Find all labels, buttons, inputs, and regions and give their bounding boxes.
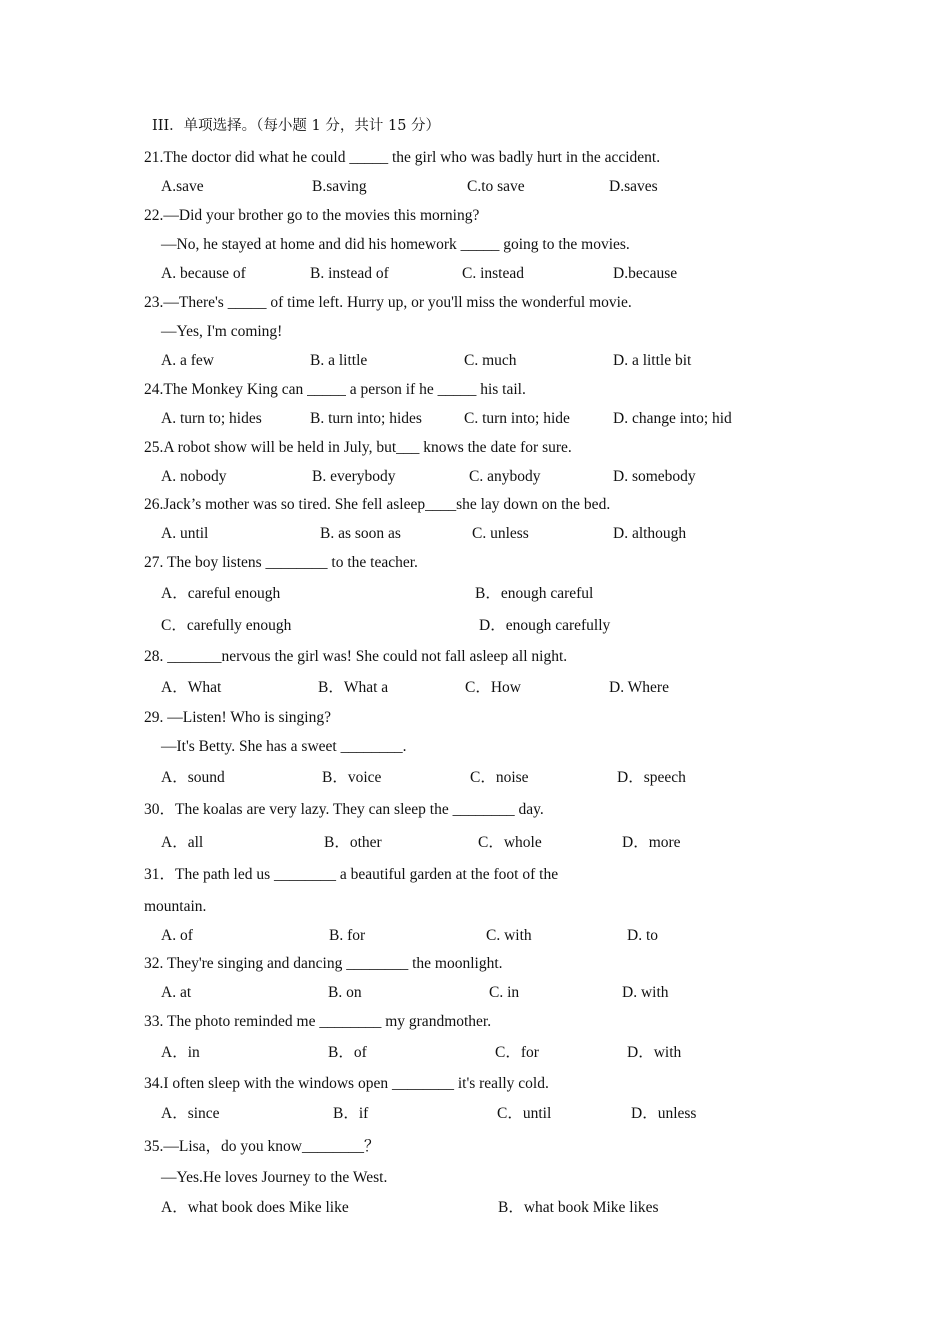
option: D．more bbox=[622, 834, 681, 851]
option: B．enough careful bbox=[475, 585, 594, 602]
option: D．unless bbox=[631, 1105, 697, 1122]
option: C. unless bbox=[472, 525, 529, 542]
option: B. for bbox=[329, 927, 366, 944]
question-stem: 23.—There's _____ of time left. Hurry up, or you'll miss the wonderful movie. bbox=[144, 294, 632, 311]
option: A. of bbox=[161, 927, 193, 944]
option: C. much bbox=[464, 352, 517, 369]
question-stem: 24.The Monkey King can _____ a person if he _____ his tail. bbox=[144, 381, 526, 398]
option: C．carefully enough bbox=[161, 617, 292, 634]
option: A．careful enough bbox=[161, 585, 281, 602]
question-stem: —No, he stayed at home and did his homework _____ going to the movies. bbox=[161, 236, 630, 253]
option: B．of bbox=[328, 1044, 367, 1061]
question-stem: 28. _______nervous the girl was! She could not fall asleep all night. bbox=[144, 648, 568, 665]
option: C. anybody bbox=[469, 468, 541, 485]
option: D．speech bbox=[617, 769, 686, 786]
option: D．enough carefully bbox=[479, 617, 611, 634]
option: A．What bbox=[161, 679, 222, 696]
option: D.because bbox=[613, 265, 678, 282]
option: A.save bbox=[161, 178, 204, 195]
option: A．since bbox=[161, 1105, 220, 1122]
option: C. in bbox=[489, 984, 520, 1001]
question-stem: 22.—Did your brother go to the movies this morning? bbox=[144, 207, 480, 224]
option: B. a little bbox=[310, 352, 368, 369]
option: A. at bbox=[161, 984, 192, 1001]
option: D. somebody bbox=[613, 468, 696, 485]
question-stem: —Yes.He loves Journey to the West. bbox=[161, 1169, 388, 1186]
option: B. on bbox=[328, 984, 362, 1001]
option: B. instead of bbox=[310, 265, 389, 282]
option: A. until bbox=[161, 525, 209, 542]
option: D. Where bbox=[609, 679, 669, 696]
option: C．until bbox=[497, 1105, 552, 1122]
option: A. a few bbox=[161, 352, 214, 369]
option: C．noise bbox=[470, 769, 529, 786]
question-stem: 27. The boy listens ________ to the teacher. bbox=[144, 554, 418, 571]
option: B．if bbox=[333, 1105, 369, 1122]
question-stem: 29. —Listen! Who is singing? bbox=[144, 709, 331, 726]
option: D．with bbox=[627, 1044, 682, 1061]
option: C．How bbox=[465, 679, 521, 696]
option: A. because of bbox=[161, 265, 246, 282]
option: C．whole bbox=[478, 834, 542, 851]
option: A．what book does Mike like bbox=[161, 1199, 349, 1216]
question-stem: 30．The koalas are very lazy. They can sleep the ________ day. bbox=[144, 801, 544, 818]
option: B.saving bbox=[312, 178, 367, 195]
question-stem: —Yes, I'm coming! bbox=[161, 323, 283, 340]
option: B. turn into; hides bbox=[310, 410, 422, 427]
option: B. everybody bbox=[312, 468, 396, 485]
question-stem: 34.I often sleep with the windows open ________ it's really cold. bbox=[144, 1075, 549, 1092]
option: B．voice bbox=[322, 769, 382, 786]
question-stem: 25.A robot show will be held in July, but___ knows the date for sure. bbox=[144, 439, 572, 456]
option: C. with bbox=[486, 927, 532, 944]
question-stem: 31．The path led us ________ a beautiful garden at the foot of the bbox=[144, 866, 559, 883]
question-stem: 26.Jack’s mother was so tired. She fell asleep____she lay down on the bed. bbox=[144, 496, 611, 513]
question-stem: 32. They're singing and dancing ________ the moonlight. bbox=[144, 955, 503, 972]
question-stem: 35.—Lisa，do you know________？ bbox=[144, 1138, 380, 1155]
option: C. instead bbox=[462, 265, 524, 282]
option: C．for bbox=[495, 1044, 539, 1061]
option: B．other bbox=[324, 834, 382, 851]
option: D.saves bbox=[609, 178, 658, 195]
option: D. change into; hid bbox=[613, 410, 732, 427]
option: D. a little bit bbox=[613, 352, 692, 369]
option: A．sound bbox=[161, 769, 225, 786]
option: A. turn to; hides bbox=[161, 410, 262, 427]
option: B．What a bbox=[318, 679, 389, 696]
option: D. with bbox=[622, 984, 669, 1001]
option: D. although bbox=[613, 525, 687, 542]
question-stem: 21.The doctor did what he could _____ the girl who was badly hurt in the accident. bbox=[144, 149, 661, 166]
section-title: III．单项选择。（每小题 1 分，共计 15 分） bbox=[152, 118, 441, 134]
option: A．all bbox=[161, 834, 204, 851]
option: A. nobody bbox=[161, 468, 227, 485]
question-stem: 33. The photo reminded me ________ my grandmother. bbox=[144, 1013, 492, 1030]
option: C. turn into; hide bbox=[464, 410, 570, 427]
option: A．in bbox=[161, 1044, 200, 1061]
question-stem: mountain. bbox=[144, 898, 207, 915]
option: D. to bbox=[627, 927, 658, 944]
option: C.to save bbox=[467, 178, 525, 195]
option: B. as soon as bbox=[320, 525, 401, 542]
question-stem: —It's Betty. She has a sweet ________. bbox=[161, 738, 407, 755]
option: B．what book Mike likes bbox=[498, 1199, 659, 1216]
